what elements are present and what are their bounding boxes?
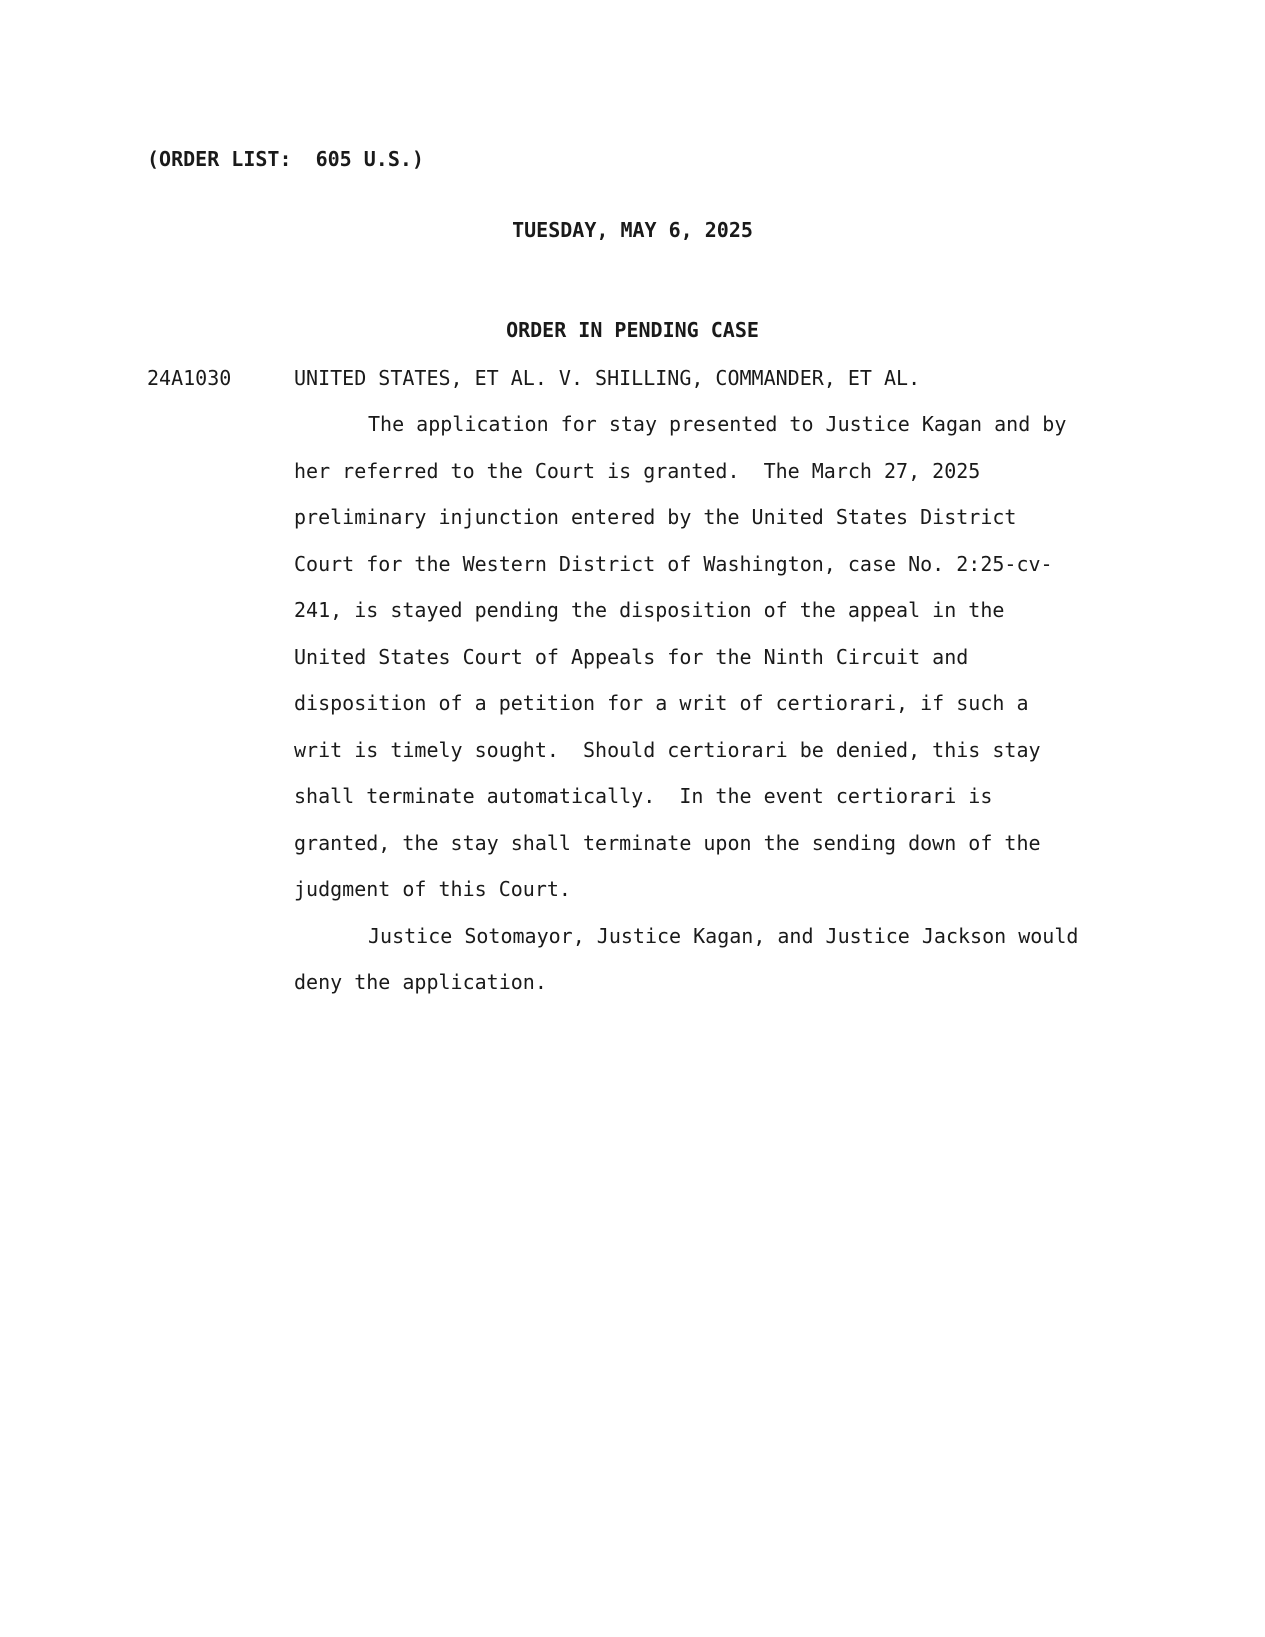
paragraph-line: Justice Sotomayor, Justice Kagan, and Justice Jackson would [368, 924, 1079, 948]
paragraph-line: Court for the Western District of Washington, case No. 2:25-cv- [294, 552, 1053, 576]
paragraph-line: judgment of this Court. [294, 877, 571, 901]
docket-number: 24A1030 [147, 366, 232, 390]
order-list-heading: (ORDER LIST: 605 U.S.) [147, 147, 424, 171]
paragraph-line: shall terminate automatically. In the event certiorari is [294, 784, 993, 808]
paragraph-line: granted, the stay shall terminate upon the sending down of the [294, 831, 1041, 855]
paragraph-line: 241, is stayed pending the disposition of the appeal in the [294, 598, 1005, 622]
date-heading: TUESDAY, MAY 6, 2025 [512, 218, 753, 242]
case-title: UNITED STATES, ET AL. V. SHILLING, COMMANDER, ET AL. [294, 366, 921, 390]
paragraph-line: disposition of a petition for a writ of certiorari, if such a [294, 691, 1029, 715]
paragraph-line: preliminary injunction entered by the United States District [294, 505, 1017, 529]
paragraph-line: United States Court of Appeals for the Ninth Circuit and [294, 645, 969, 669]
paragraph-line: writ is timely sought. Should certiorari be denied, this stay [294, 738, 1041, 762]
paragraph-line: her referred to the Court is granted. The March 27, 2025 [294, 459, 981, 483]
paragraph-line: deny the application. [294, 970, 547, 994]
section-heading: ORDER IN PENDING CASE [506, 318, 759, 342]
paragraph-line: The application for stay presented to Justice Kagan and by [368, 412, 1067, 436]
